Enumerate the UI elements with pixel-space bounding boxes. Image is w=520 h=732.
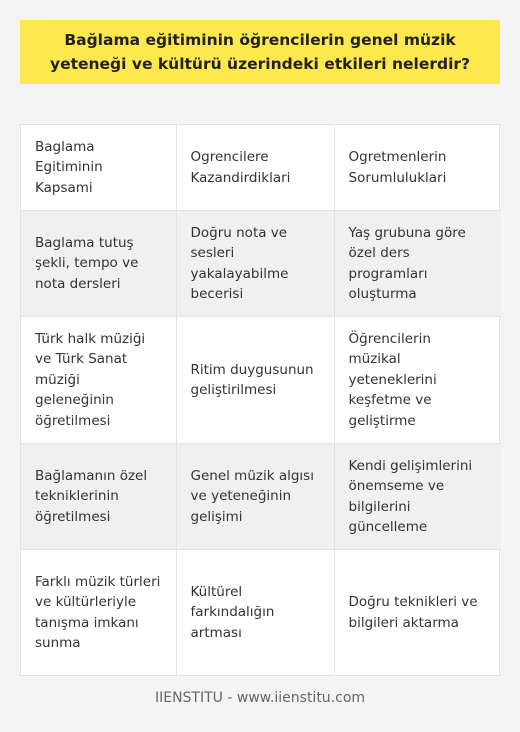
table-row	[21, 444, 501, 550]
table-row	[21, 317, 501, 444]
table-cell: Genel müzik algısı ve yeteneğinin gelişimi	[176, 444, 334, 550]
table-cell: Ritim duygusunun geliştirilmesi	[176, 317, 334, 444]
table-cell: Öğrencilerin müzikal yeteneklerini keşfetme ve geliştirme	[334, 317, 501, 444]
comparison-table	[21, 125, 501, 675]
page-title: Bağlama eğitiminin öğrencilerin genel müzik yeteneği ve kültürü üzerindeki etkileri nelerdir?	[49, 31, 471, 73]
table-cell: Ogretmenlerin Sorumluluklari	[334, 125, 501, 211]
table-cell: Doğru nota ve sesleri yakalayabilme becerisi	[176, 211, 334, 317]
table-cell: Yaş grubuna göre özel ders programları oluşturma	[334, 211, 501, 317]
table-row	[21, 550, 501, 676]
table-cell: Baglama Egitiminin Kapsami	[21, 125, 176, 211]
table-cell: Türk halk müziği ve Türk Sanat müziği geleneğinin öğretilmesi	[21, 317, 176, 444]
info-table	[20, 124, 500, 676]
table-cell: Ogrencilere Kazandirdiklari	[176, 125, 334, 211]
footer-credit: IIENSTITU - www.iienstitu.com	[154, 690, 366, 706]
title-banner	[20, 20, 500, 84]
table-row	[21, 211, 501, 317]
table-cell: Baglama tutuş şekli, tempo ve nota dersleri	[21, 211, 176, 317]
table-cell: Kendi gelişimlerini önemseme ve bilgilerini güncelleme	[334, 444, 501, 550]
table-cell: Kültürel farkındalığın artması	[176, 550, 334, 676]
table-cell: Bağlamanın özel tekniklerinin öğretilmesi	[21, 444, 176, 550]
table-header-row	[21, 125, 501, 211]
table-cell: Doğru teknikleri ve bilgileri aktarma	[348, 594, 478, 631]
table-cell: Farklı müzik türleri ve kültürleriyle tanışma imkanı sunma	[21, 550, 176, 676]
